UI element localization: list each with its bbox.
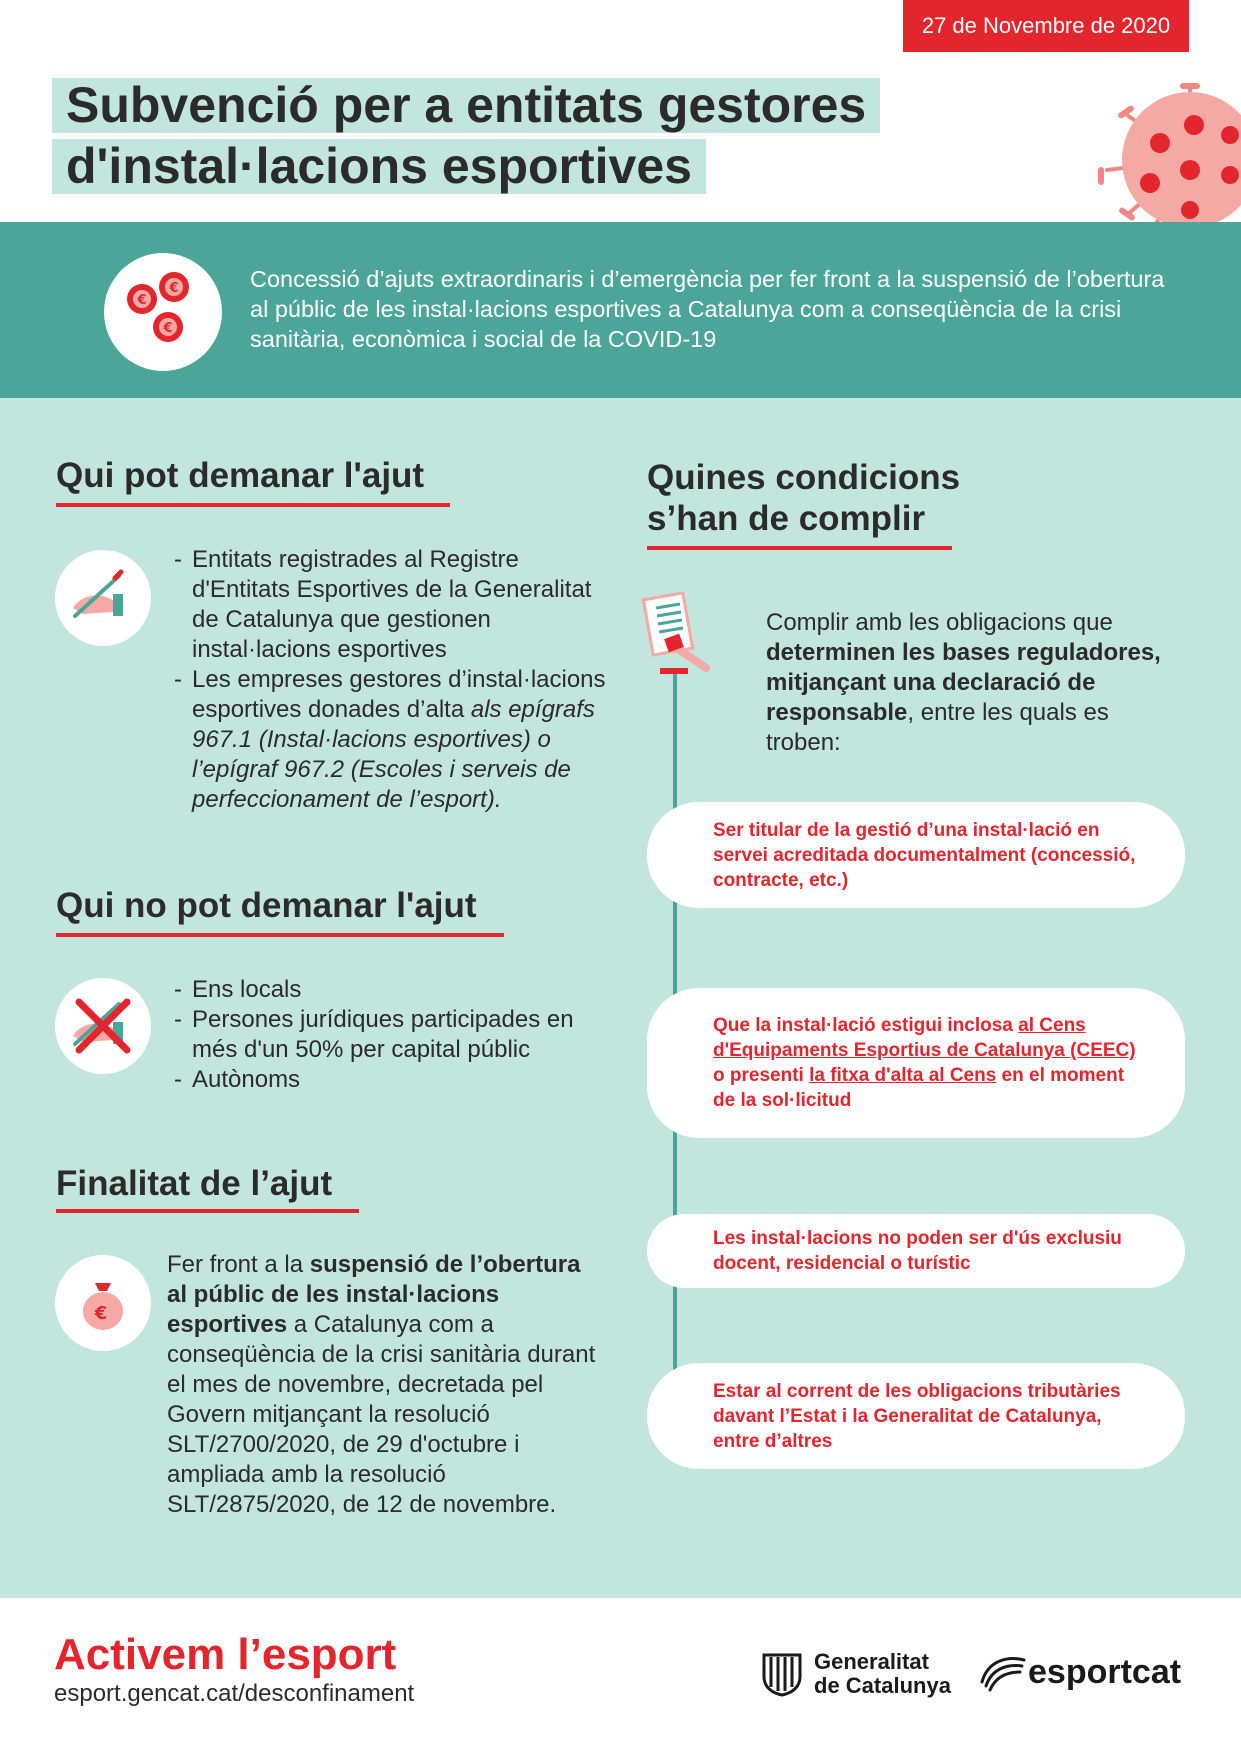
date-badge: 27 de Novembre de 2020 — [903, 0, 1189, 52]
svg-text:€: € — [94, 1303, 108, 1324]
signing-hand-icon — [55, 550, 151, 646]
crossed-hand-icon — [55, 978, 151, 1074]
campaign-url[interactable]: esport.gencat.cat/desconfinament — [54, 1680, 415, 1707]
finalitat-text: Fer front a la suspensió de l’obertura al públic de les instal·lacions esportives a Catalunya com a conseqüència de la crisi sanitària durant el mes de novembre, decretada pel Govern mitjançant la resolució SLT/2700/2020, de 29 d'octubre i ampliada amb la resolució SLT/2875/2020, de 12 de novembre. — [167, 1251, 596, 1518]
document-stamp-icon — [640, 592, 720, 682]
condition-card: Les instal·lacions no poden ser d'ús exclusiu docent, residencial o turístic — [647, 1214, 1185, 1288]
condicions-intro: Complir amb les obligacions que determinen les bases reguladores, mitjançant una declaració de responsable, entre les quals es troben: — [766, 609, 1161, 756]
list-item: - Ens locals — [174, 975, 594, 1005]
title-line-2: d'instal·lacions esportives — [52, 139, 706, 194]
heading-qui-no-pot: Qui no pot demanar l'ajut — [56, 886, 477, 925]
list-item: - Autònoms — [174, 1065, 594, 1095]
svg-text:€: € — [163, 321, 173, 336]
money-bag-icon — [55, 1255, 151, 1351]
heading-underline — [647, 546, 952, 550]
qui-pot-list — [174, 545, 614, 815]
list-item: - Persones jurídiques participades en més d'un 50% per capital públic — [174, 1005, 594, 1065]
esportcat-logo-icon — [978, 1652, 1026, 1692]
heading-underline — [56, 1209, 359, 1213]
svg-text:€: € — [137, 293, 147, 308]
heading-underline — [56, 933, 504, 937]
page-title — [52, 78, 880, 194]
title-line-1: Subvenció per a entitats gestores — [52, 78, 880, 133]
condition-card: Que la instal·lació estigui inclosa al Cens d'Equipaments Esportius de Catalunya (CEEC) o presenti la fitxa d'alta al Cens en el moment de la sol·licitud — [647, 988, 1185, 1138]
cens-form-link[interactable]: la fitxa d'alta al Cens — [809, 1065, 997, 1086]
ceec-link[interactable]: al Cens d'Equipaments Esportius de Catalunya (CEEC) — [713, 1015, 1136, 1061]
heading-finalitat: Finalitat de l’ajut — [56, 1164, 333, 1203]
heading-qui-pot: Qui pot demanar l'ajut — [56, 456, 425, 495]
list-item: - Entitats registrades al Registre d'Entitats Esportives de la Generalitat de Catalunya que gestionen instal·lacions esportives — [174, 545, 614, 665]
virus-icon — [1090, 75, 1241, 225]
esportcat-logo: esportcat — [978, 1652, 1181, 1692]
generalitat-logo: Generalitat de Catalunya — [762, 1650, 951, 1698]
list-item: - Les empreses gestores d’instal·lacions esportives donades d’alta als epígrafs 967.1 (Instal·lacions esportives) o l’epígraf 967.2 (Escoles i serveis de perfeccionament de l’esport). — [174, 665, 614, 815]
condition-card: Estar al corrent de les obligacions tributàries davant l’Estat i la Generalitat de Catalunya, entre d’altres — [647, 1363, 1185, 1469]
heading-underline — [56, 503, 450, 507]
intro-text: Concessió d’ajuts extraordinaris i d’emergència per fer front a la suspensió de l’obertura al públic de les instal·lacions esportives a Catalunya com a conseqüència de la crisi sanitària, econòmica i social de la COVID-19 — [250, 266, 1165, 352]
condition-card: Ser titular de la gestió d’una instal·lació en servei acreditada documentalment (concessió, contracte, etc.) — [647, 802, 1185, 908]
qui-no-pot-list — [174, 975, 594, 1095]
campaign-title: Activem l’esport — [54, 1630, 397, 1679]
coins-icon — [104, 253, 222, 371]
svg-text:€: € — [169, 281, 179, 296]
generalitat-logo-icon — [762, 1651, 802, 1697]
heading-condicions: Quines condicions s’han de complir — [647, 458, 961, 538]
